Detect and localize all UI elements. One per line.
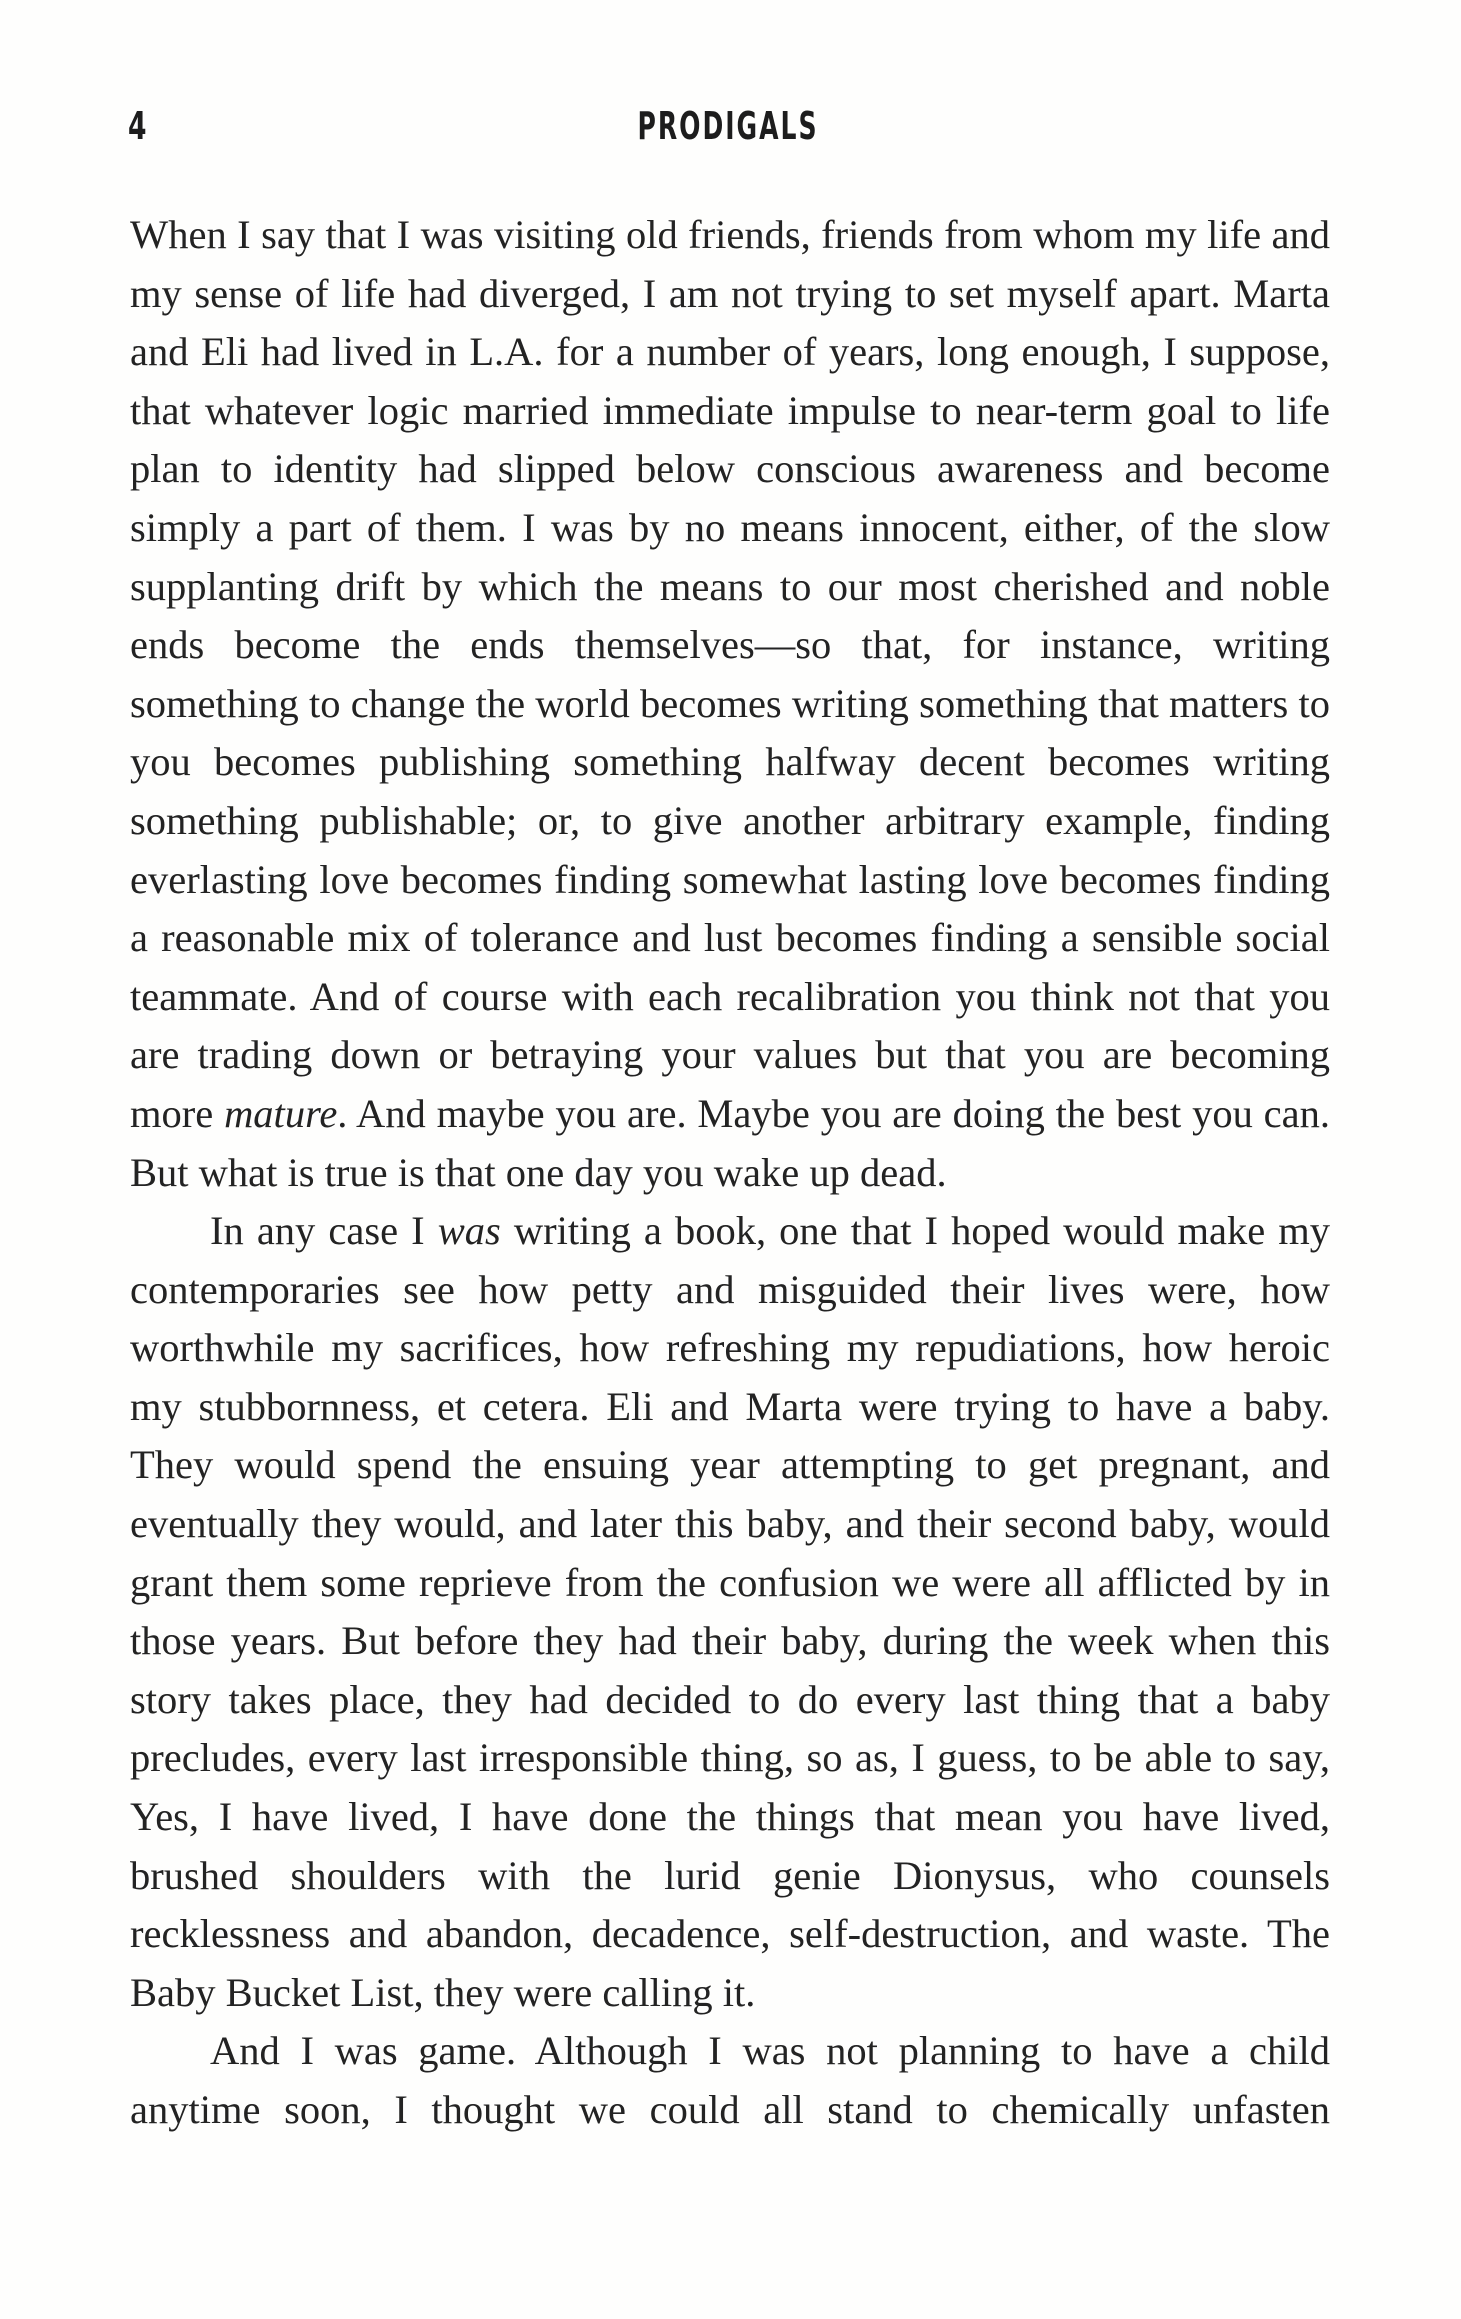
page-header	[128, 104, 1328, 164]
running-head: PRODIGALS	[637, 104, 819, 148]
paragraph-1-text-a: When I say that I was visiting old friends, friends from whom my life and my sense of life had diverged, I am not trying to set myself apart. Marta and Eli had lived in L.A. for a number of years, long enough, I suppose, that whatever logic married immediate impulse to near-term goal to life plan to identity had slipped below conscious awareness and become simply a part of them. I was by no means innocent, either, of the slow supplanting drift by which the means to our most cherished and noble ends become the ends themselves—so that, for instance, writing something to change the world becomes writing something that matters to you becomes publishing something halfway decent becomes writing something publishable; or, to give another arbitrary example, finding everlasting love becomes finding somewhat lasting love becomes finding a reasonable mix of tolerance and lust becomes finding a sensible social teammate. And of course with each recalibration you think not that you are trading down or betraying your values but that you are becoming more	[130, 212, 1330, 1136]
paragraph-2-text-b: writing a book, one that I hoped would make my contemporaries see how petty and misguided their lives were, how worthwhile my sacrifices, how refreshing my repudiations, how heroic my stubbornness, et cetera. Eli and Marta were trying to have a baby. They would spend the ensuing year attempting to get pregnant, and eventually they would, and later this baby, and their second baby, would grant them some reprieve from the confusion we were all afflicted by in those years. But before they had their baby, during the week when this story takes place, they had decided to do every last thing that a baby precludes, every last irresponsible thing, so as, I guess, to be able to say, Yes, I have lived, I have done the things that mean you have lived, brushed shoulders with the lurid genie Dionysus, who counsels recklessness and abandon, decadence, self-destruction, and waste. The Baby Bucket List, they were calling it.	[130, 1208, 1331, 2015]
paragraph-1-text-b: . And maybe you are. Maybe you are doing the best you can. But what is true is that one day you wake up dead.	[130, 1090, 1330, 1195]
paragraph-2	[130, 1202, 1330, 2022]
paragraph-2-italic-was: was	[437, 1208, 501, 1254]
paragraph-1	[130, 206, 1330, 1202]
paragraph-3-text: And I was game. Although I was not planning to have a child anytime soon, I thought we could all stand to chemically unfasten	[130, 2028, 1330, 2132]
paragraph-1-italic-mature: mature	[224, 1090, 338, 1136]
paragraph-2-text-a: In any case I	[210, 1208, 438, 1254]
body-text	[130, 206, 1330, 2140]
paragraph-3	[130, 2022, 1330, 2139]
page-number: 4	[128, 104, 147, 148]
